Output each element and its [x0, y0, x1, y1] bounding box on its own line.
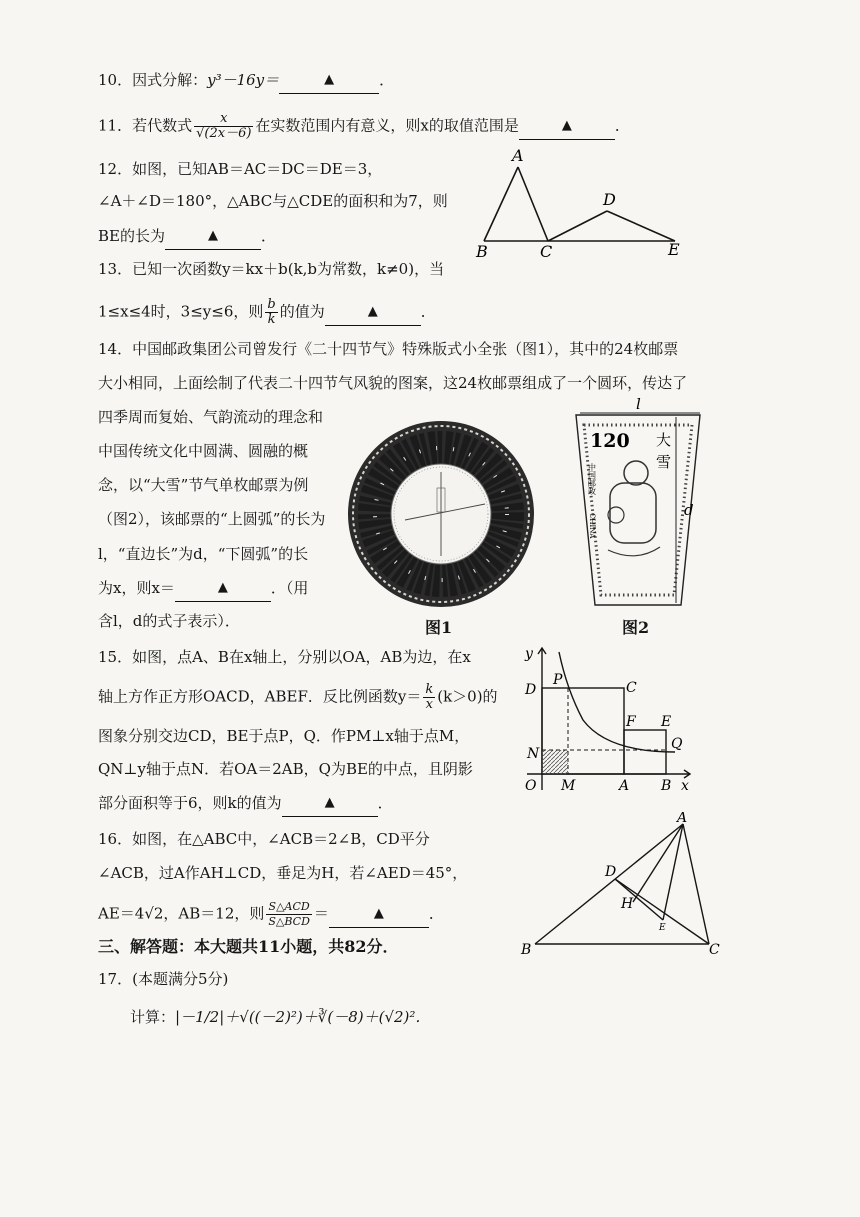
answer-marker-icon: ▲ [561, 117, 572, 133]
q12-line2: ∠A＋∠D＝180°，△ABC与△CDE的面积和为7，则 [98, 192, 448, 210]
q10-text: 因式分解： [132, 71, 208, 89]
q16-line2: ∠ACB，过A作AH⊥CD，垂足为H，若∠AED＝45°， [98, 864, 468, 882]
fig12-label-b: B [476, 242, 488, 260]
q17-title: 17．(本题满分5分) [98, 970, 229, 988]
fig2-caption: 图2 [622, 618, 650, 637]
q14-line2: 大小相同，上面绘制了代表二十四节气风貌的图案，这24枚邮票组成了一个圆环，传达了 [98, 374, 688, 392]
q16-answer-blank[interactable] [329, 903, 429, 928]
q14-line8: 为x，则x＝ ▲ ．（用 [98, 577, 308, 602]
single-stamp-figure [568, 395, 708, 610]
q17-expression: |－1/2|＋√((－2)²)＋∛(－8)＋(√2)²． [175, 1008, 431, 1026]
q17-calc-line: 计算：|－1/2|＋√((－2)²)＋∛(－8)＋(√2)²． [130, 1008, 431, 1026]
fig15-label-d: D [525, 682, 537, 698]
fig15-label-m: M [561, 778, 576, 794]
q15-line2: 轴上方作正方形OACD，ABEF．反比例函数y＝ $\frac{k}{x}$ (k＞0)的 [98, 682, 498, 712]
fig1-caption: 图1 [425, 618, 453, 637]
q15-answer-blank[interactable] [282, 792, 378, 817]
q16-figure [515, 812, 730, 957]
stamp-label-d: d [684, 501, 694, 519]
q11-number: 11． [98, 116, 133, 135]
q14-line1: 14．中国邮政集团公司曾发行《二十四节气》特殊版式小全张（图1），其中的24枚邮票 [98, 340, 679, 358]
stamp-value: 120 [590, 430, 630, 452]
q14-line7: l，“直边长”为d，“下圆弧”的长 [98, 545, 309, 563]
q13-fraction: $\frac{b}{k}$ [267, 297, 276, 327]
fig16-label-b: B [521, 942, 532, 957]
fig15-label-n: N [527, 746, 540, 762]
stamp-latin: CHINA [588, 513, 596, 539]
q14-line4: 中国传统文化中圆满、圆融的概 [98, 442, 309, 460]
q10-expression: y³－16y＝ [207, 71, 280, 89]
q11-fraction: $\frac{x}{√(2x-6)}$ [196, 111, 252, 141]
fig15-label-x: x [681, 778, 689, 794]
q13-answer-blank[interactable] [325, 301, 421, 326]
answer-marker-icon: ▲ [207, 228, 218, 243]
q14-line5: 念，以“大雪”节气单枚邮票为例 [98, 476, 309, 494]
answer-marker-icon: ▲ [217, 580, 228, 595]
q15-line1: 15．如图，点A、B在x轴上，分别以OA，AB为边，在x [98, 648, 471, 666]
q13-line2: 1≤x≤4时，3≤y≤6，则 $\frac{b}{k}$ 的值为 ▲ ． [98, 297, 436, 327]
q12-line3: BE的长为 ▲ ． [98, 225, 276, 250]
fig15-label-p: P [553, 672, 563, 688]
fig16-label-h: H [621, 896, 634, 912]
fig15-label-c: C [626, 680, 637, 696]
q13-line1: 13．已知一次函数y＝kx＋b(k,b为常数，k≠0)，当 [98, 260, 445, 278]
fig12-label-a: A [512, 146, 524, 165]
answer-marker-icon: ▲ [324, 795, 335, 810]
q15-figure [515, 640, 695, 800]
fig16-label-c: C [709, 942, 720, 957]
q16-line3: AE＝4√2，AB＝12，则 $\frac{\text{S△ACD}}{\text{S△BCD}}$ ＝ ▲ ． [98, 900, 444, 928]
stamp-word-1: 大 [656, 431, 672, 449]
answer-marker-icon: ▲ [367, 303, 378, 319]
q12-answer-blank[interactable] [165, 225, 261, 250]
q12-line1: 12．如图，已知AB＝AC＝DC＝DE＝3， [98, 160, 383, 178]
stamp-label-l: l [636, 395, 641, 413]
fig15-label-a: A [619, 778, 630, 794]
fig15-label-o: O [525, 778, 537, 794]
q14-answer-blank[interactable] [175, 577, 271, 602]
fig12-label-c: C [540, 242, 553, 260]
fig15-label-f: F [626, 714, 636, 730]
q16-fraction: $\frac{\text{S△ACD}}{\text{S△BCD}}$ [268, 900, 310, 928]
fig15-label-e: E [661, 714, 672, 730]
q14-line6: （图2），该邮票的“上圆弧”的长为 [98, 510, 326, 528]
stamp-ring-figure [345, 418, 537, 610]
fig16-label-e: E [659, 923, 666, 933]
q15-line3: 图象分别交边CD，BE于点P，Q．作PM⊥x轴于点M， [98, 727, 470, 745]
q15-line4: QN⊥y轴于点N．若OA＝2AB，Q为BE的中点，且阴影 [98, 760, 473, 778]
q10-answer-blank[interactable] [279, 69, 379, 94]
fig12-label-e: E [668, 240, 680, 259]
q11-line: 11．若代数式 $\frac{x}{√(2x-6)}$ 在实数范围内有意义，则x的取值范围是 ▲ ． [98, 111, 630, 141]
q15-fraction: $\frac{k}{x}$ [425, 682, 434, 712]
q11-answer-blank[interactable] [519, 115, 615, 140]
fig15-label-b: B [661, 778, 672, 794]
q12-figure [470, 145, 690, 260]
q10-number: 10． [98, 71, 133, 89]
fig12-label-d: D [603, 190, 616, 209]
stamp-country: 中国邮政 [587, 463, 597, 495]
q10-line: 10．因式分解：y³－16y＝ ▲ ． [98, 69, 394, 94]
stamp-word-2: 雪 [656, 453, 672, 471]
q16-line1: 16．如图，在△ABC中，∠ACB＝2∠B，CD平分 [98, 830, 430, 848]
answer-marker-icon: ▲ [373, 905, 384, 921]
fig16-label-a: A [677, 812, 688, 826]
fig16-label-d: D [605, 864, 617, 880]
q15-line5: 部分面积等于6，则k的值为 ▲ ． [98, 792, 393, 817]
fig15-label-q: Q [671, 736, 683, 752]
section-3-heading: 三、解答题：本大题共11小题，共82分． [98, 937, 399, 956]
fig15-label-y: y [525, 646, 533, 662]
q14-line9: 含l，d的式子表示）． [98, 612, 240, 630]
q14-line3: 四季周而复始、气韵流动的理念和 [98, 408, 324, 426]
answer-marker-icon: ▲ [324, 72, 335, 87]
